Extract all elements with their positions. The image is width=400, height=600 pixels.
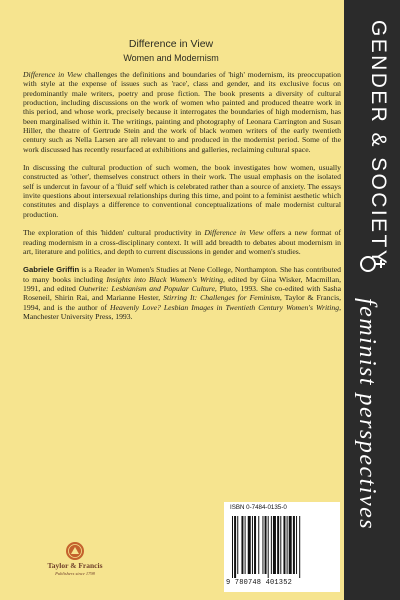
- barcode-bar: [268, 516, 269, 578]
- author-name: Gabriele Griffin: [23, 265, 80, 275]
- barcode-bar: [273, 516, 276, 574]
- bio-book-title: Stirring It: Challenges for Feminism,: [163, 293, 282, 303]
- blurb-paragraph-2: [23, 163, 341, 219]
- barcode-number: 9 780748 401352: [226, 579, 293, 587]
- barcode-bar: [280, 516, 281, 574]
- barcode-bar: [234, 516, 236, 578]
- publisher-logo: [38, 541, 112, 581]
- barcode-panel: [224, 502, 340, 592]
- bio-text: Manchester University Press, 1993.: [23, 311, 133, 321]
- barcode-bar: [248, 516, 251, 574]
- publisher-name: Taylor & Francis: [47, 561, 103, 570]
- publisher-emblem-icon: [38, 541, 112, 561]
- blurb-text: [23, 70, 341, 325]
- series-title: GENDER & SOCIETY: [367, 20, 390, 267]
- book-subtitle: Women and Modernism: [123, 53, 219, 63]
- bio-book-title: Insights into Black Women's Writing,: [106, 274, 225, 284]
- barcode-bar: [277, 516, 279, 574]
- barcode-bar: [237, 516, 238, 574]
- paragraph-text: challenges the definitions and boundaries of 'high' modernism, its preoccupation with style at the expense of issues such as 'race', class and gender, and its exclusive focus on predominantly male writers, poetry and prose fiction. The book presents a diversity of cultural production, including discussions on the work of women who painted and produced theatre work in this period, and whose work, precisely because it interrogates the boundaries of high modernism, has been marginalised within it. The writings, painting and photography of Leonara Carrington and Susan Hiller, the theatre of Gertrude Stein and the work of black women writers of the early twentieth century such as Nella Larsen are all relevant to and produced in the modernist period. Some of the work discussed has recently resurfaced at exhibitions and galleries, reclaiming cultural space.: [23, 70, 341, 154]
- female-symbol-icon: [354, 252, 390, 276]
- barcode-bar: [245, 516, 246, 574]
- barcode-bar: [289, 516, 292, 574]
- bio-text: Taylor & Francis, 1994, and is the author of: [23, 293, 341, 312]
- series-tagline: feminist perspectives: [354, 298, 380, 531]
- barcode-bar: [293, 516, 295, 574]
- barcode-bar: [296, 516, 297, 574]
- book-title: Difference in View: [128, 38, 214, 50]
- barcode-bar: [262, 516, 263, 574]
- series-spine: [344, 0, 400, 600]
- paragraph-text: In discussing the cultural production of such women, the book investigates how women, usually constructed as 'other', themselves construct others in their work. The usual emphasis on the isolated self is undercut in favour of a 'fluid' self which is celebrated rather than a source of anxiety. The essays invite questions about intersexual relationships during this time, and point to a feminist aesthetic which constitutes and displays a difference to conventional conceptualizations of male modernist cultural production.: [23, 163, 341, 219]
- blurb-paragraph-3: [23, 228, 341, 256]
- blurb-paragraph-1: [23, 70, 341, 154]
- paragraph-text: The exploration of this 'hidden' cultural productivity in: [23, 228, 205, 238]
- paragraph-text: offers a new format of reading modernism in a cross-disciplinary context. It will add breadth to debates about modernism in art, literature and politics, and depth to current discussions in gender and women's studies.: [23, 228, 342, 256]
- bio-text: is a Reader in Women's Studies at Nene College, Northampton. She has contributed to many books including: [23, 265, 341, 284]
- barcode-bar: [241, 516, 243, 574]
- bio-text: edited by Gina Wisker, Macmillan, 1991, and edited: [23, 274, 341, 293]
- title-block: [0, 38, 342, 64]
- bio-book-title: Outwrite: Lesbianism and Popular Culture,: [78, 283, 217, 293]
- barcode-bar: [252, 516, 253, 574]
- book-title-italic: Difference in View: [204, 228, 264, 238]
- barcode-bar: [265, 516, 267, 574]
- publisher-since: Publishers since 1798: [55, 571, 95, 576]
- bio-text: Pluto, 1993. She co-edited with Sasha Roseneil, Shirin Rai, and Marianne Hester,: [23, 283, 342, 303]
- barcode-bar: [254, 516, 256, 574]
- barcode-icon: [230, 516, 334, 578]
- barcode-bar: [258, 516, 259, 574]
- barcode-bar: [287, 516, 288, 574]
- author-bio: [23, 265, 341, 321]
- bio-book-title: Heavenly Love? Lesbian Images in Twentieth Century Women's Writing,: [110, 302, 341, 312]
- barcode-bar: [232, 516, 233, 578]
- book-title-italic: Difference in View: [23, 70, 82, 79]
- barcode-bar: [299, 516, 300, 578]
- isbn-label: ISBN 0-7484-0135-0: [230, 504, 287, 511]
- barcode-bar: [271, 516, 272, 574]
- barcode-bar: [283, 516, 285, 574]
